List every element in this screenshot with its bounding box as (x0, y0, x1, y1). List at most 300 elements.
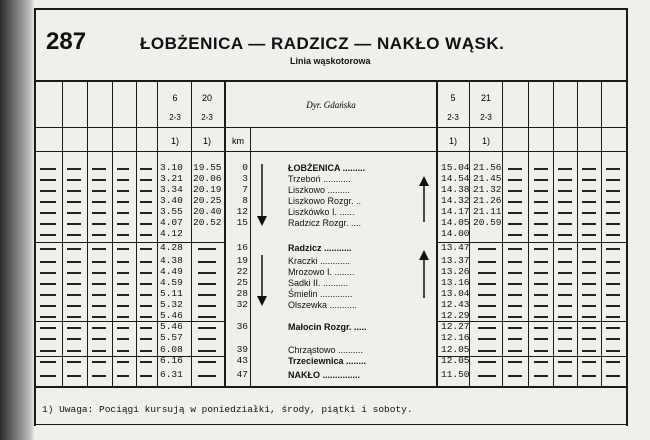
empty-cell-dash (67, 223, 81, 225)
empty-cell-dash (140, 201, 152, 203)
empty-cell-dash (534, 338, 548, 340)
empty-cell-dash (558, 283, 572, 285)
time-train-21: 21.26 (473, 195, 502, 206)
empty-cell-dash (40, 350, 56, 352)
empty-cell-dash (582, 223, 596, 225)
empty-cell-dash (606, 190, 620, 192)
empty-cell-dash (117, 201, 129, 203)
empty-cell-dash (478, 272, 496, 274)
time-train-5: 12.43 (441, 299, 470, 310)
empty-cell-dash (92, 375, 106, 377)
km-value: 39 (236, 344, 248, 355)
time-train-6: 3.55 (160, 206, 183, 217)
empty-cell-dash (92, 272, 106, 274)
empty-cell-dash (198, 350, 216, 352)
time-train-6: 6.16 (160, 355, 183, 366)
empty-cell-dash (92, 361, 106, 363)
empty-cell-dash (582, 248, 596, 250)
empty-cell-dash (558, 248, 572, 250)
time-train-6: 4.49 (160, 266, 183, 277)
empty-cell-dash (117, 223, 129, 225)
empty-cell-dash (508, 179, 522, 181)
empty-cell-dash (67, 272, 81, 274)
empty-cell-dash (582, 168, 596, 170)
empty-cell-dash (140, 350, 152, 352)
empty-cell-dash (558, 190, 572, 192)
empty-cell-dash (508, 350, 522, 352)
empty-cell-dash (92, 294, 106, 296)
empty-cell-dash (582, 261, 596, 263)
vline-7 (224, 82, 226, 386)
empty-cell-dash (198, 361, 216, 363)
time-train-6: 4.12 (160, 228, 183, 239)
km-value: 36 (236, 321, 248, 332)
empty-cell-dash (508, 201, 522, 203)
time-train-20: 20.40 (193, 206, 222, 217)
direction-label: Dyr. Gdańska (306, 100, 356, 110)
km-value: 16 (236, 242, 248, 253)
empty-cell-dash (92, 327, 106, 329)
time-train-21: 21.45 (473, 173, 502, 184)
empty-cell-dash (117, 327, 129, 329)
empty-cell-dash (582, 316, 596, 318)
empty-cell-dash (67, 283, 81, 285)
time-train-5: 12.05 (441, 355, 470, 366)
empty-cell-dash (534, 201, 548, 203)
empty-cell-dash (606, 223, 620, 225)
km-value: 25 (236, 277, 248, 288)
down-arrow-icon (256, 160, 268, 385)
empty-cell-dash (606, 179, 620, 181)
empty-cell-dash (198, 294, 216, 296)
station-name: Sadki II. .......... (288, 278, 349, 288)
route-subtitle: Linia wąskotorowa (290, 56, 371, 66)
empty-cell-dash (606, 283, 620, 285)
empty-cell-dash (606, 212, 620, 214)
empty-cell-dash (40, 361, 56, 363)
empty-cell-dash (558, 327, 572, 329)
empty-cell-dash (558, 261, 572, 263)
empty-cell-dash (40, 283, 56, 285)
vline-5 (157, 82, 158, 386)
empty-cell-dash (582, 201, 596, 203)
vline-0 (34, 8, 36, 426)
empty-cell-dash (606, 272, 620, 274)
empty-cell-dash (508, 283, 522, 285)
empty-cell-dash (582, 338, 596, 340)
empty-cell-dash (40, 294, 56, 296)
empty-cell-dash (606, 305, 620, 307)
empty-cell-dash (40, 201, 56, 203)
empty-cell-dash (508, 212, 522, 214)
empty-cell-dash (67, 375, 81, 377)
empty-cell-dash (558, 272, 572, 274)
empty-cell-dash (534, 248, 548, 250)
empty-cell-dash (606, 338, 620, 340)
time-train-21: 21.11 (473, 206, 502, 217)
time-train-6: 3.40 (160, 195, 183, 206)
empty-cell-dash (40, 212, 56, 214)
empty-cell-dash (198, 338, 216, 340)
empty-cell-dash (140, 261, 152, 263)
time-train-5: 13.47 (441, 242, 470, 253)
empty-cell-dash (67, 316, 81, 318)
empty-cell-dash (40, 375, 56, 377)
train-number-right-1: 5 (450, 93, 456, 103)
empty-cell-dash (67, 338, 81, 340)
train-class-right-1: 2-3 (447, 113, 459, 122)
empty-cell-dash (558, 350, 572, 352)
empty-cell-dash (508, 305, 522, 307)
km-value: 7 (242, 184, 248, 195)
empty-cell-dash (558, 179, 572, 181)
empty-cell-dash (606, 327, 620, 329)
time-train-20: 20.25 (193, 195, 222, 206)
empty-cell-dash (478, 361, 496, 363)
km-value: 32 (236, 299, 248, 310)
station-name: Liszkowo Rozgr. .. (288, 196, 362, 206)
empty-cell-dash (508, 375, 522, 377)
empty-cell-dash (140, 234, 152, 236)
time-train-6: 5.11 (160, 288, 183, 299)
empty-cell-dash (40, 316, 56, 318)
book-binding-shadow (0, 0, 34, 440)
empty-cell-dash (478, 338, 496, 340)
empty-cell-dash (508, 234, 522, 236)
train-number-left-2: 20 (201, 93, 212, 103)
empty-cell-dash (534, 223, 548, 225)
empty-cell-dash (478, 316, 496, 318)
empty-cell-dash (92, 261, 106, 263)
time-train-5: 11.50 (441, 369, 470, 380)
table-bottom-rule (34, 386, 628, 388)
train-class-left-1: 2-3 (169, 113, 181, 122)
vline-11 (502, 82, 503, 386)
empty-cell-dash (558, 316, 572, 318)
km-value: 8 (242, 195, 248, 206)
empty-cell-dash (582, 294, 596, 296)
empty-cell-dash (606, 168, 620, 170)
empty-cell-dash (558, 234, 572, 236)
empty-cell-dash (40, 223, 56, 225)
empty-cell-dash (140, 294, 152, 296)
empty-cell-dash (478, 305, 496, 307)
train-class-left-2: 2-3 (201, 113, 213, 122)
time-train-6: 3.10 (160, 162, 183, 173)
time-train-6: 3.34 (160, 184, 183, 195)
vline-9 (436, 82, 438, 386)
empty-cell-dash (534, 168, 548, 170)
empty-cell-dash (92, 179, 106, 181)
empty-cell-dash (92, 316, 106, 318)
empty-cell-dash (558, 294, 572, 296)
empty-cell-dash (40, 179, 56, 181)
train-note-right-2: 1) (481, 136, 490, 146)
empty-cell-dash (478, 261, 496, 263)
time-train-6: 4.38 (160, 255, 183, 266)
empty-cell-dash (117, 168, 129, 170)
empty-cell-dash (67, 168, 81, 170)
vline-15 (601, 82, 602, 386)
empty-cell-dash (582, 375, 596, 377)
empty-cell-dash (478, 283, 496, 285)
time-train-6: 4.07 (160, 217, 183, 228)
empty-cell-dash (534, 179, 548, 181)
empty-cell-dash (92, 234, 106, 236)
time-train-5: 12.27 (441, 321, 470, 332)
km-value: 0 (242, 162, 248, 173)
train-number-left-1: 6 (172, 93, 178, 103)
train-number-right-2: 21 (480, 93, 491, 103)
empty-cell-dash (67, 234, 81, 236)
empty-cell-dash (606, 375, 620, 377)
page-bottom-rule (34, 424, 628, 425)
empty-cell-dash (117, 350, 129, 352)
km-value: 47 (236, 369, 248, 380)
empty-cell-dash (92, 248, 106, 250)
empty-cell-dash (117, 261, 129, 263)
time-train-6: 5.46 (160, 321, 183, 332)
empty-cell-dash (508, 327, 522, 329)
km-value: 28 (236, 288, 248, 299)
empty-cell-dash (92, 338, 106, 340)
empty-cell-dash (558, 168, 572, 170)
empty-cell-dash (92, 223, 106, 225)
time-train-21: 20.59 (473, 217, 502, 228)
empty-cell-dash (534, 305, 548, 307)
time-train-5: 13.26 (441, 266, 470, 277)
empty-cell-dash (67, 261, 81, 263)
empty-cell-dash (40, 272, 56, 274)
empty-cell-dash (198, 261, 216, 263)
route-title: ŁOBŻENICA — RADZICZ — NAKŁO WĄSK. (140, 34, 505, 53)
empty-cell-dash (534, 294, 548, 296)
empty-cell-dash (117, 179, 129, 181)
empty-cell-dash (558, 223, 572, 225)
station-name: Radzicz Rozgr. .... (288, 218, 362, 228)
empty-cell-dash (117, 212, 129, 214)
empty-cell-dash (508, 223, 522, 225)
empty-cell-dash (40, 261, 56, 263)
station-name: Kraczki ............ (288, 256, 351, 266)
note-row-rule (34, 151, 628, 152)
empty-cell-dash (67, 179, 81, 181)
empty-cell-dash (140, 212, 152, 214)
empty-cell-dash (117, 234, 129, 236)
empty-cell-dash (582, 190, 596, 192)
time-train-20: 20.06 (193, 173, 222, 184)
empty-cell-dash (40, 168, 56, 170)
up-arrow-icon (418, 160, 430, 385)
empty-cell-dash (198, 316, 216, 318)
empty-cell-dash (140, 272, 152, 274)
empty-cell-dash (534, 350, 548, 352)
time-train-6: 6.31 (160, 369, 183, 380)
empty-cell-dash (117, 375, 129, 377)
time-train-5: 14.54 (441, 173, 470, 184)
empty-cell-dash (198, 327, 216, 329)
station-name: Chrząstowo .......... (288, 345, 364, 355)
empty-cell-dash (140, 316, 152, 318)
time-train-20: 19.55 (193, 162, 222, 173)
empty-cell-dash (67, 248, 81, 250)
empty-cell-dash (140, 283, 152, 285)
vline-6 (191, 82, 192, 386)
empty-cell-dash (558, 338, 572, 340)
empty-cell-dash (606, 361, 620, 363)
km-value: 43 (236, 355, 248, 366)
empty-cell-dash (606, 261, 620, 263)
top-rule (34, 8, 628, 10)
km-value: 3 (242, 173, 248, 184)
empty-cell-dash (582, 283, 596, 285)
empty-cell-dash (582, 305, 596, 307)
empty-cell-dash (92, 201, 106, 203)
empty-cell-dash (478, 327, 496, 329)
empty-cell-dash (478, 350, 496, 352)
time-train-21: 21.32 (473, 184, 502, 195)
empty-cell-dash (478, 375, 496, 377)
train-class-right-2: 2-3 (480, 113, 492, 122)
empty-cell-dash (508, 190, 522, 192)
time-train-6: 5.46 (160, 310, 183, 321)
station-name: Trzeboń ........... (288, 174, 351, 184)
train-note-left-1: 1) (170, 136, 179, 146)
footnote: 1) Uwaga: Pociągi kursują w poniedziałki, środy, piątki i soboty. (42, 404, 413, 415)
empty-cell-dash (582, 272, 596, 274)
station-name: Radzicz ........... (288, 243, 352, 253)
empty-cell-dash (508, 261, 522, 263)
vline-12 (528, 82, 529, 386)
empty-cell-dash (117, 338, 129, 340)
empty-cell-dash (582, 350, 596, 352)
time-train-20: 20.19 (193, 184, 222, 195)
empty-cell-dash (582, 361, 596, 363)
time-train-6: 4.59 (160, 277, 183, 288)
station-name: Małocin Rozgr. ..... (288, 322, 367, 332)
time-train-6: 4.28 (160, 242, 183, 253)
vline-2 (87, 82, 88, 386)
time-train-5: 12.16 (441, 332, 470, 343)
station-name: Olszewka ........... (288, 300, 358, 310)
empty-cell-dash (198, 283, 216, 285)
empty-cell-dash (534, 234, 548, 236)
empty-cell-dash (67, 212, 81, 214)
station-name: Śmielin ............. (288, 289, 353, 299)
empty-cell-dash (198, 375, 216, 377)
title-bottom-rule (34, 80, 628, 82)
empty-cell-dash (117, 283, 129, 285)
vline-8 (250, 128, 251, 386)
vline-13 (553, 82, 554, 386)
empty-cell-dash (140, 338, 152, 340)
time-train-5: 13.04 (441, 288, 470, 299)
empty-cell-dash (534, 316, 548, 318)
train-note-right-1: 1) (448, 136, 457, 146)
empty-cell-dash (92, 283, 106, 285)
empty-cell-dash (117, 248, 129, 250)
empty-cell-dash (478, 248, 496, 250)
train-note-left-2: 1) (202, 136, 211, 146)
empty-cell-dash (67, 350, 81, 352)
empty-cell-dash (117, 272, 129, 274)
empty-cell-dash (582, 212, 596, 214)
time-train-20: 20.52 (193, 217, 222, 228)
empty-cell-dash (140, 223, 152, 225)
vline-3 (112, 82, 113, 386)
empty-cell-dash (40, 234, 56, 236)
empty-cell-dash (40, 190, 56, 192)
time-train-5: 14.38 (441, 184, 470, 195)
empty-cell-dash (40, 327, 56, 329)
time-train-6: 6.08 (160, 344, 183, 355)
empty-cell-dash (67, 190, 81, 192)
empty-cell-dash (92, 350, 106, 352)
empty-cell-dash (478, 294, 496, 296)
vline-right (626, 8, 628, 426)
empty-cell-dash (140, 327, 152, 329)
empty-cell-dash (92, 305, 106, 307)
empty-cell-dash (534, 190, 548, 192)
empty-cell-dash (534, 375, 548, 377)
empty-cell-dash (140, 375, 152, 377)
empty-cell-dash (606, 248, 620, 250)
empty-cell-dash (606, 350, 620, 352)
station-name: ŁOBŻENICA ......... (288, 163, 366, 173)
km-value: 22 (236, 266, 248, 277)
empty-cell-dash (117, 190, 129, 192)
time-train-5: 14.05 (441, 217, 470, 228)
empty-cell-dash (606, 234, 620, 236)
empty-cell-dash (140, 179, 152, 181)
empty-cell-dash (117, 316, 129, 318)
km-value: 15 (236, 217, 248, 228)
empty-cell-dash (534, 283, 548, 285)
station-name: Liszkowo ......... (288, 185, 351, 195)
empty-cell-dash (40, 248, 56, 250)
empty-cell-dash (534, 272, 548, 274)
vline-1 (62, 82, 63, 386)
empty-cell-dash (67, 201, 81, 203)
empty-cell-dash (558, 375, 572, 377)
table-number: 287 (46, 28, 87, 55)
time-train-5: 14.32 (441, 195, 470, 206)
time-train-5: 14.00 (441, 228, 470, 239)
station-name: NAKŁO ............... (288, 370, 361, 380)
empty-cell-dash (558, 201, 572, 203)
empty-cell-dash (40, 305, 56, 307)
station-name: Mrozowo I. ........ (288, 267, 355, 277)
time-train-5: 13.37 (441, 255, 470, 266)
empty-cell-dash (140, 168, 152, 170)
empty-cell-dash (534, 327, 548, 329)
empty-cell-dash (140, 248, 152, 250)
time-train-5: 14.17 (441, 206, 470, 217)
empty-cell-dash (606, 316, 620, 318)
time-train-5: 13.16 (441, 277, 470, 288)
empty-cell-dash (92, 168, 106, 170)
empty-cell-dash (198, 248, 216, 250)
time-train-5: 12.05 (441, 344, 470, 355)
empty-cell-dash (508, 316, 522, 318)
empty-cell-dash (67, 361, 81, 363)
empty-cell-dash (508, 248, 522, 250)
time-train-6: 5.57 (160, 332, 183, 343)
empty-cell-dash (198, 305, 216, 307)
empty-cell-dash (582, 179, 596, 181)
empty-cell-dash (582, 234, 596, 236)
empty-cell-dash (558, 212, 572, 214)
